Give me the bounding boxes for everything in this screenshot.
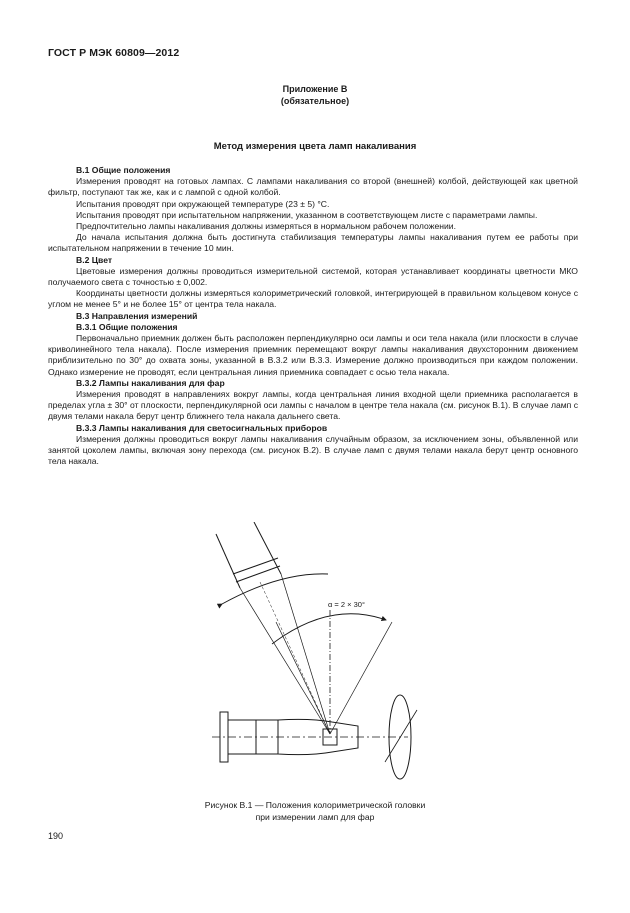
ray-right bbox=[281, 574, 330, 734]
body-text bbox=[48, 165, 578, 467]
appendix-status: (обязательное) bbox=[280, 96, 350, 106]
paragraph: Измерения должны проводиться вокруг лампы накаливания случайным образом, за исключением зоны, объявленной или занятой цоколем лампы, включая зону перехода (см. рисунок В.2). В случае ламп с двумя телами накала берут центр основного тела накала. bbox=[48, 433, 578, 467]
section-heading: В.3.2 Лампы накаливания для фар bbox=[76, 377, 225, 388]
figure-caption bbox=[0, 800, 630, 823]
head-tube-band-2 bbox=[236, 566, 280, 582]
paragraph: Испытания проводят при испытательном напряжении, указанном в соответствующем листе с параметрами лампы. bbox=[76, 209, 538, 220]
section-heading: В.3 Направления измерений bbox=[76, 310, 198, 321]
paragraph: До начала испытания должна быть достигнута стабилизация температуры лампы накаливания путем ее работы при испытательном напряжении в течение 10 мин. bbox=[48, 232, 578, 254]
paragraph: Первоначально приемник должен быть расположен перпендикулярно оси лампы и оси тела накала (или плоскости в случае криволинейного тела накала). После измерения приемник перемещают вокруг лампы накаливания двухсторонним движением приблизительно по 30° до охвата зоны, указанной в В.3.2 или В.3.3. Измерение должно производиться при каждом положении. Однако измерение не проводят, если центральная линия приемника совпадает с осью тела накала. bbox=[48, 333, 578, 377]
head-tube-right-edge bbox=[254, 522, 281, 574]
ray-center bbox=[260, 582, 330, 734]
section-heading: В.3.3 Лампы накаливания для светосигнальных приборов bbox=[76, 422, 328, 433]
head-tube-band bbox=[233, 558, 278, 574]
paragraph: Измерения проводят на готовых лампах. С лампами накаливания со второй (внешней) колбой, действующей как цветной фильтр, поступают так же, как и с лампой с одной колбой. bbox=[48, 176, 578, 198]
section-heading: В.2 Цвет bbox=[76, 254, 113, 265]
paragraph: Измерения проводят в направлениях вокруг лампы, когда центральная линия входной щели приемника располагается в пределах угла ± 30° от плоскости, перпендикулярной оси лампы с началом в центре тела накала (см. рисунок В.1). В случае ламп с двумя телами накала берут центр ближнего тела накала дальнего света. bbox=[48, 389, 578, 422]
paragraph: Цветовые измерения должны проводиться измерительной системой, которая устанавливает координаты цветности МКО получаемого света с точностью ± 0,002. bbox=[48, 265, 578, 288]
lamp-measurement-diagram bbox=[160, 522, 460, 797]
appendix-title: Метод измерения цвета ламп накаливания bbox=[213, 141, 417, 152]
paragraph: Координаты цветности должны измеряться колориметрический головкой, интегрирующей в правильном кольцевом конусе с углом не менее 5° и не более 15° от центра тела накала. bbox=[48, 288, 578, 310]
angle-line-right bbox=[330, 622, 392, 734]
appendix-block bbox=[0, 83, 630, 107]
ray-left bbox=[240, 588, 330, 734]
section-heading: В.1 Общие положения bbox=[76, 165, 171, 175]
paragraph: Предпочтительно лампы накаливания должны измеряться в нормальном рабочем положении. bbox=[76, 221, 456, 232]
caption-line-2: при измерении ламп для фар bbox=[255, 811, 375, 822]
movement-arc bbox=[222, 574, 328, 604]
section-heading: В.3.1 Общие положения bbox=[76, 321, 178, 332]
figure-b1 bbox=[160, 522, 460, 797]
paragraph: Испытания проводят при окружающей температуре (23 ± 5) °С. bbox=[76, 198, 330, 209]
angle-line-left bbox=[276, 622, 330, 734]
head-tube-left-edge bbox=[216, 534, 240, 588]
page-number: 190 bbox=[48, 831, 64, 841]
caption-line-1: Рисунок В.1 — Положения колориметрической головки bbox=[204, 800, 426, 810]
angle-arc bbox=[272, 614, 386, 644]
appendix-label: Приложение В bbox=[282, 84, 348, 94]
angle-label: α = 2 × 30° bbox=[328, 600, 365, 609]
document-header: ГОСТ Р МЭК 60809—2012 bbox=[48, 47, 180, 59]
